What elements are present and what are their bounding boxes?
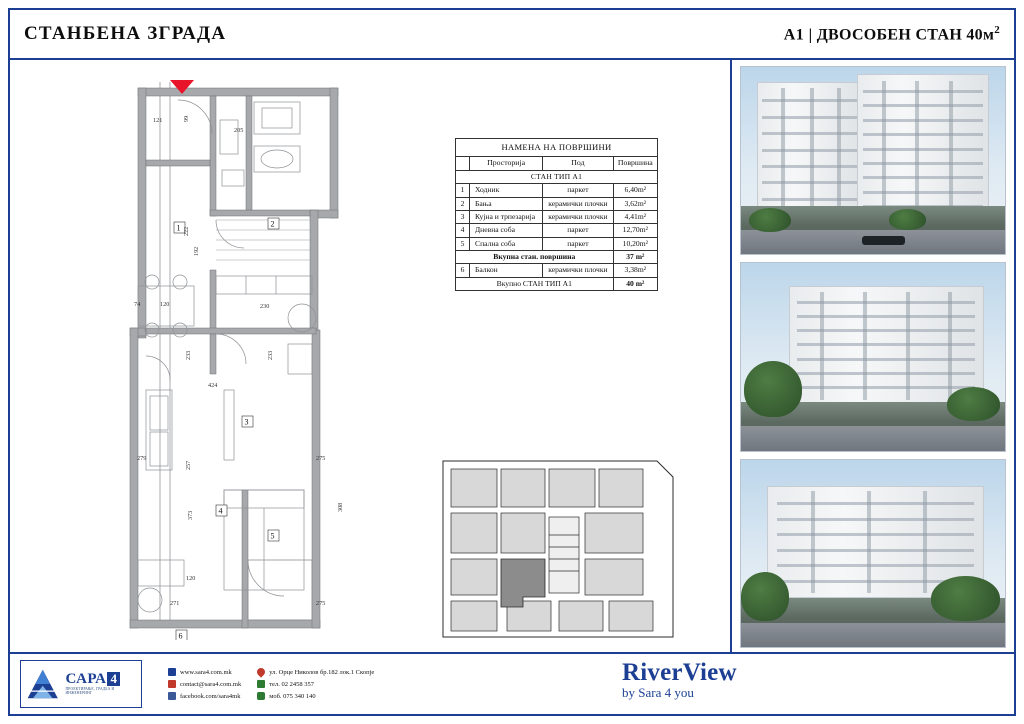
label-separator: | xyxy=(808,26,813,44)
project-brand xyxy=(622,660,737,701)
building-right-1 xyxy=(857,74,989,220)
page-body xyxy=(10,60,1014,654)
logo-text-block xyxy=(65,672,137,695)
logo-badge: 4 xyxy=(107,672,120,686)
svg-text:121: 121 xyxy=(153,117,163,124)
contact-mobile xyxy=(257,692,374,700)
table-row xyxy=(456,237,658,250)
row-number: 5 xyxy=(456,237,470,250)
svg-text:424: 424 xyxy=(208,382,218,389)
svg-text:271: 271 xyxy=(170,600,180,607)
contact-email[interactable] xyxy=(168,680,241,688)
contact-address xyxy=(257,668,374,676)
svg-text:99: 99 xyxy=(183,115,190,122)
contact-facebook[interactable] xyxy=(168,692,241,700)
mobile-icon xyxy=(257,692,265,700)
svg-text:192: 192 xyxy=(193,246,200,256)
svg-text:257: 257 xyxy=(185,460,192,470)
row-area: 3,38m² xyxy=(613,264,657,277)
key-plan xyxy=(435,455,681,645)
table-title: НАМЕНА НА ПОВРШИНИ xyxy=(456,139,658,157)
building-2 xyxy=(789,286,984,406)
contact-text: facebook.com/sara4mk xyxy=(180,692,241,700)
row-floor: керамички плочки xyxy=(543,197,613,210)
svg-text:2: 2 xyxy=(270,219,275,229)
contact-text: моб. 075 340 140 xyxy=(269,692,316,700)
page-footer xyxy=(10,652,1014,714)
apartment-code: A1 xyxy=(783,26,805,44)
row-room: Кујна и трпезарија xyxy=(470,211,543,224)
tree-1 xyxy=(749,208,791,232)
drawing-area xyxy=(10,60,732,654)
tree-2 xyxy=(889,209,926,230)
page-header xyxy=(10,10,1014,60)
svg-text:6: 6 xyxy=(178,631,183,640)
table-row xyxy=(456,211,658,224)
logo-name: САРА 4 xyxy=(65,672,137,688)
contact-text: www.sara4.com.mk xyxy=(180,668,232,676)
tree-4 xyxy=(947,387,1000,421)
company-logo xyxy=(20,660,142,708)
col-spacer xyxy=(456,157,470,171)
road-3 xyxy=(741,623,1005,647)
row-floor: керамички плочки xyxy=(543,211,613,224)
row-area: 10,20m² xyxy=(613,237,657,250)
apartment-label xyxy=(784,24,1000,44)
footer-contacts xyxy=(168,668,374,700)
contact-phone xyxy=(257,680,374,688)
brand-tagline: by Sara 4 you xyxy=(622,685,694,700)
row-room: Ходник xyxy=(470,184,543,197)
contact-website[interactable] xyxy=(168,668,241,676)
col-room: Просторија xyxy=(470,157,543,171)
svg-text:4: 4 xyxy=(218,506,223,516)
table-row xyxy=(456,184,658,197)
renders-column xyxy=(732,60,1014,654)
facebook-icon xyxy=(168,692,176,700)
building-left-1 xyxy=(757,82,863,221)
table-row xyxy=(456,264,658,277)
subtotal-label: Вкупна стан. површина xyxy=(456,251,614,264)
globe-icon xyxy=(168,668,176,676)
row-area: 3,62m² xyxy=(613,197,657,210)
row-area: 12,70m² xyxy=(613,224,657,237)
road-2 xyxy=(741,426,1005,450)
row-number: 2 xyxy=(456,197,470,210)
table-total-row xyxy=(456,277,658,290)
car-1 xyxy=(862,236,904,245)
plan-walls xyxy=(130,88,338,628)
plan-fixtures xyxy=(138,102,316,612)
row-floor: паркет xyxy=(543,237,613,250)
page-title: СТАНБЕНА ЗГРАДА xyxy=(24,23,227,44)
row-floor: паркет xyxy=(543,224,613,237)
row-room: Балкон xyxy=(470,264,543,277)
svg-text:308: 308 xyxy=(337,502,344,512)
svg-text:120: 120 xyxy=(186,575,196,582)
pin-icon xyxy=(256,666,267,677)
plan-hatching xyxy=(216,220,310,260)
svg-text:205: 205 xyxy=(234,127,244,134)
table-subtotal-row xyxy=(456,251,658,264)
svg-text:230: 230 xyxy=(260,303,270,310)
row-number: 1 xyxy=(456,184,470,197)
table-section-row xyxy=(456,171,658,184)
total-label: Вкупно СТАН ТИП А1 xyxy=(456,277,614,290)
contact-text: contact@sara4.com.mk xyxy=(180,680,242,688)
contact-text: ул. Орце Николов бр.182 лок.1 Скопје xyxy=(269,668,375,676)
tree-5 xyxy=(741,572,789,621)
pyramid-icon xyxy=(25,665,60,703)
areas-table-wrap xyxy=(455,138,658,291)
tree-6 xyxy=(931,576,1000,621)
row-number: 4 xyxy=(456,224,470,237)
mail-icon xyxy=(168,680,176,688)
brand-name: RiverView xyxy=(622,659,737,686)
contacts-left xyxy=(168,668,241,700)
highlighted-unit xyxy=(501,559,545,607)
row-area: 4,41m² xyxy=(613,211,657,224)
svg-text:233: 233 xyxy=(185,350,192,360)
row-number: 3 xyxy=(456,211,470,224)
svg-text:3: 3 xyxy=(244,417,249,427)
row-area: 6,40m² xyxy=(613,184,657,197)
svg-text:5: 5 xyxy=(270,531,275,541)
svg-text:222: 222 xyxy=(183,226,190,236)
contacts-right xyxy=(257,668,374,700)
table-section-label: СТАН ТИП А1 xyxy=(456,171,658,184)
tree-3 xyxy=(744,361,802,417)
floor-plan-drawing xyxy=(10,60,440,640)
table-row xyxy=(456,224,658,237)
render-image-3 xyxy=(740,459,1006,648)
apartment-type: ДВОСОБЕН СТАН 40м xyxy=(816,26,995,44)
render-image-2 xyxy=(740,262,1006,451)
svg-text:1: 1 xyxy=(176,223,181,233)
table-header-row xyxy=(456,157,658,171)
row-floor: паркет xyxy=(543,184,613,197)
subtotal-value: 37 m² xyxy=(613,251,657,264)
svg-text:275: 275 xyxy=(316,600,326,607)
phone-icon xyxy=(257,680,265,688)
svg-text:279: 279 xyxy=(137,455,147,462)
table-row xyxy=(456,197,658,210)
contact-text: тел. 02 2458 357 xyxy=(269,680,314,688)
svg-text:120: 120 xyxy=(160,301,170,308)
areas-table xyxy=(455,138,658,291)
row-number: 6 xyxy=(456,264,470,277)
row-room: Дневна соба xyxy=(470,224,543,237)
row-room: Спална соба xyxy=(470,237,543,250)
document-page xyxy=(8,8,1016,716)
col-floor: Под xyxy=(543,157,613,171)
row-floor: керамички плочки xyxy=(543,264,613,277)
total-value: 40 m² xyxy=(613,277,657,290)
logo-tagline: ПРОЕКТИРАЊЕ, ГРАДБА И ИНЖЕНЕРИНГ xyxy=(65,687,115,695)
table-title-row xyxy=(456,139,658,157)
area-superscript: 2 xyxy=(994,23,1000,36)
render-image-1 xyxy=(740,66,1006,255)
col-area: Површина xyxy=(613,157,657,171)
svg-text:275: 275 xyxy=(316,455,326,462)
svg-text:233: 233 xyxy=(267,350,274,360)
row-room: Бања xyxy=(470,197,543,210)
svg-text:373: 373 xyxy=(187,510,194,520)
svg-text:74: 74 xyxy=(134,301,141,308)
